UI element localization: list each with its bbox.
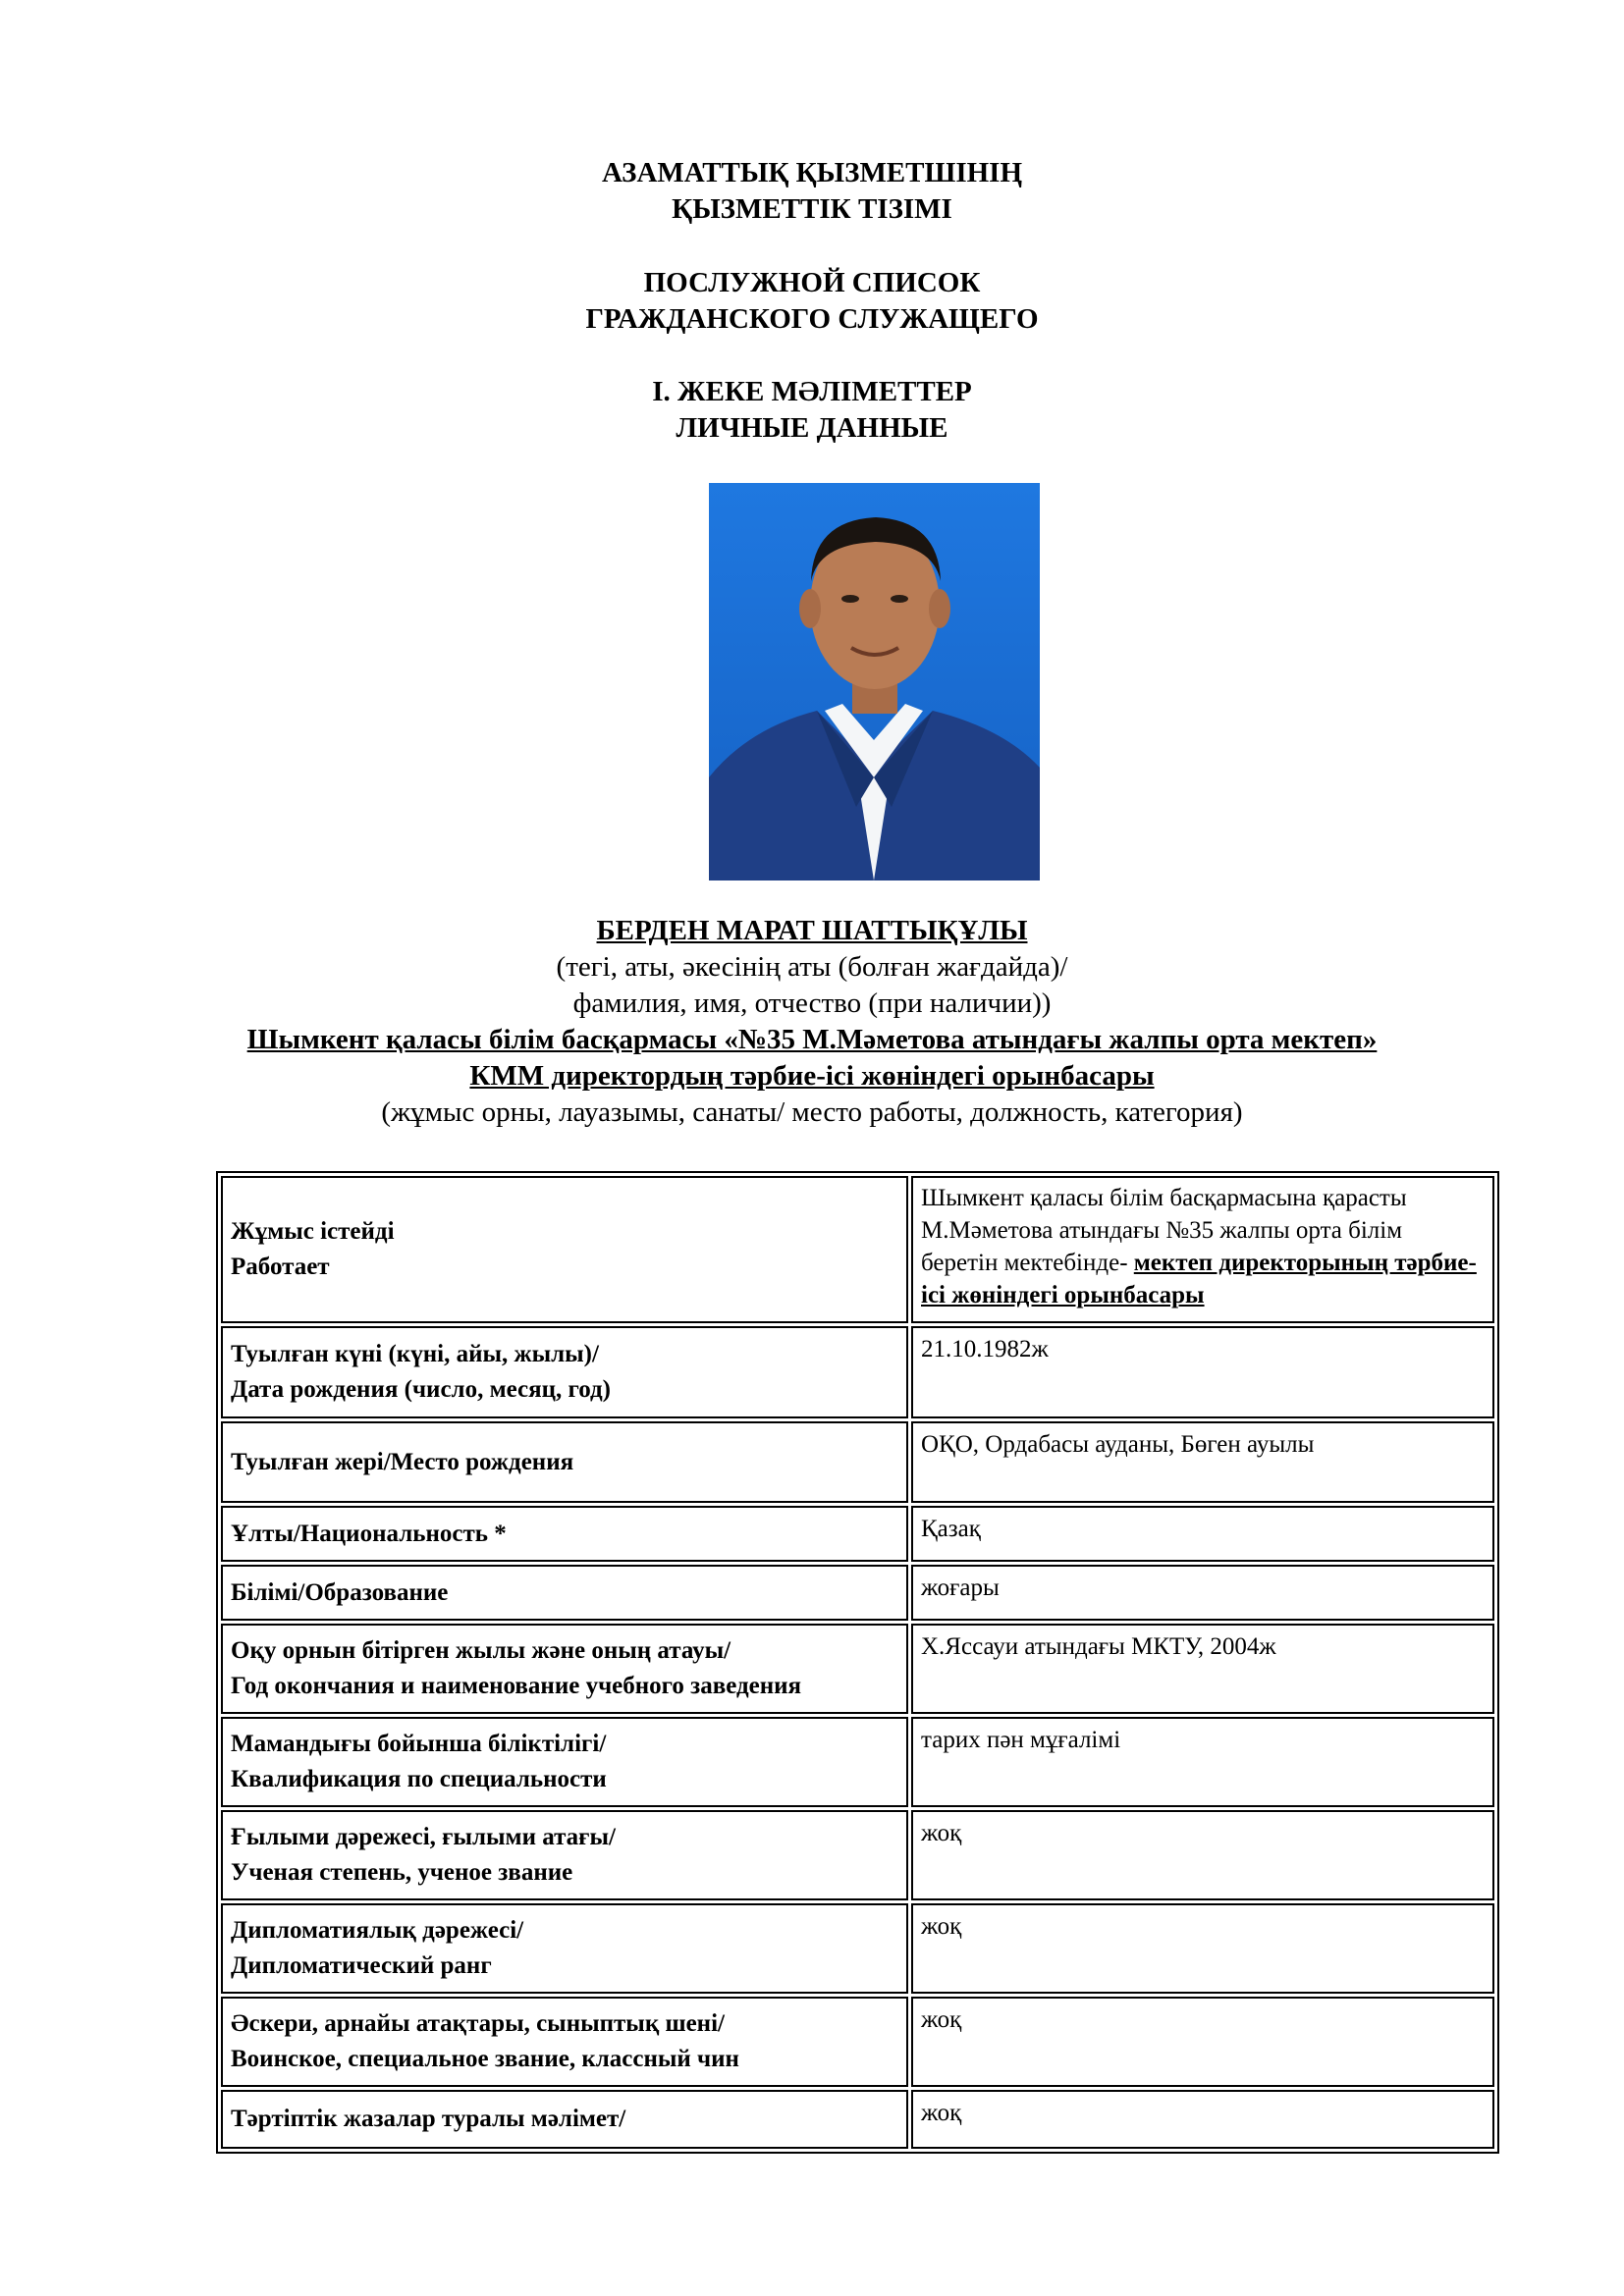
table-row [221,1506,1494,1562]
row-label [221,1565,908,1621]
row-label [221,1624,908,1714]
table-row [221,1624,1494,1714]
table-row [221,1421,1494,1503]
person-info [0,913,1624,1131]
label-kz: Әскери, арнайы атақтары, сыныптық шені/ [231,2010,725,2037]
row-label [221,1176,908,1323]
row-value: жоқ [911,2090,1494,2149]
person-name: БЕРДЕН МАРАТ ШАТТЫҚҰЛЫ [596,915,1028,946]
portrait-illustration [709,483,1040,881]
row-value [911,1176,1494,1323]
row-label [221,1326,908,1418]
table-row [221,1176,1494,1323]
label-kz: Жұмыс істейді [231,1218,395,1245]
position-line2: КММ директордың тәрбие-ісі жөніндегі орынбасары [469,1060,1155,1092]
table-row [221,1565,1494,1621]
row-label [221,2090,908,2149]
table-row [221,2090,1494,2149]
row-value: жоқ [911,1810,1494,1900]
label-ru: Квалификация по специальности [231,1766,607,1792]
position-line1: Шымкент қаласы білім басқармасы «№35 М.Мәметова атындағы жалпы орта мектеп» [246,1024,1378,1055]
label-ru: Работает [231,1254,330,1280]
personal-data-table [216,1171,1499,2154]
label-kz: Білімі/Образование [231,1578,449,1606]
row-value: жоғары [911,1565,1494,1621]
title-ru-line2: ГРАЖДАНСКОГО СЛУЖАЩЕГО [585,303,1039,335]
label-kz: Ұлты/Национальность * [231,1520,507,1547]
title-kz [0,155,1624,228]
name-caption-kz: (тегі, аты, әкесінің аты (болған жағдайда)/ [556,951,1068,983]
label-kz: Дипломатиялық дәрежесі/ [231,1917,524,1944]
value-emphasis: мектеп директорының тәрбие-ісі жөніндегі орынбасары [921,1250,1477,1308]
title-kz-line1: АЗАМАТТЫҚ ҚЫЗМЕТШІНІҢ [601,157,1023,188]
label-kz: Мамандығы бойынша біліктілігі/ [231,1731,607,1757]
row-value: жоқ [911,1997,1494,2087]
title-ru [0,265,1624,338]
row-value: ОҚО, Ордабасы ауданы, Бөген ауылы [911,1421,1494,1503]
row-label [221,1903,908,1994]
position-caption: (жұмыс орны, лауазымы, санаты/ место работы, должность, категория) [381,1096,1243,1128]
row-label [221,1810,908,1900]
label-kz: Тәртіптік жазалар туралы мәлімет/ [231,2106,626,2132]
row-label [221,1717,908,1807]
row-label [221,1421,908,1503]
table-row [221,1903,1494,1994]
title-kz-line2: ҚЫЗМЕТТІК ТІЗІМІ [672,193,952,225]
label-kz: Туылған күні (күні, айы, жылы)/ [231,1341,599,1367]
row-value: жоқ [911,1903,1494,1994]
table-row [221,1997,1494,2087]
label-kz: Туылған жері/Место рождения [231,1448,574,1475]
label-kz: Ғылыми дәрежесі, ғылыми атағы/ [231,1824,616,1850]
label-ru: Год окончания и наименование учебного заведения [231,1673,802,1699]
table-row [221,1717,1494,1807]
name-caption-ru: фамилия, имя, отчество (при наличии)) [572,988,1052,1019]
label-kz: Оқу орнын бітірген жылы және оның атауы/ [231,1637,731,1664]
label-ru: Воинское, специальное звание, классный чин [231,2046,739,2072]
section-heading-kz: I. ЖЕКЕ МӘЛІМЕТТЕР [652,376,972,407]
section-heading-ru: ЛИЧНЫЕ ДАННЫЕ [676,412,948,444]
value-text: Шымкент қаласы білім басқармасына қарасты М.Мәметова атындағы №35 жалпы орта білім беретін мектебінде- [921,1185,1407,1276]
section-heading [0,374,1624,447]
table-row [221,1326,1494,1418]
row-value: Қазақ [911,1506,1494,1562]
row-label [221,1506,908,1562]
row-value: тарих пән мұғалімі [911,1717,1494,1807]
row-value: Х.Яссауи атындағы МКТУ, 2004ж [911,1624,1494,1714]
label-ru: Дата рождения (число, месяц, год) [231,1376,612,1403]
portrait-photo [709,483,1040,881]
row-value: 21.10.1982ж [911,1326,1494,1418]
row-label [221,1997,908,2087]
title-ru-line1: ПОСЛУЖНОЙ СПИСОК [643,267,981,298]
label-ru: Дипломатический ранг [231,1952,492,1979]
label-ru: Ученая степень, ученое звание [231,1859,573,1886]
table-row [221,1810,1494,1900]
